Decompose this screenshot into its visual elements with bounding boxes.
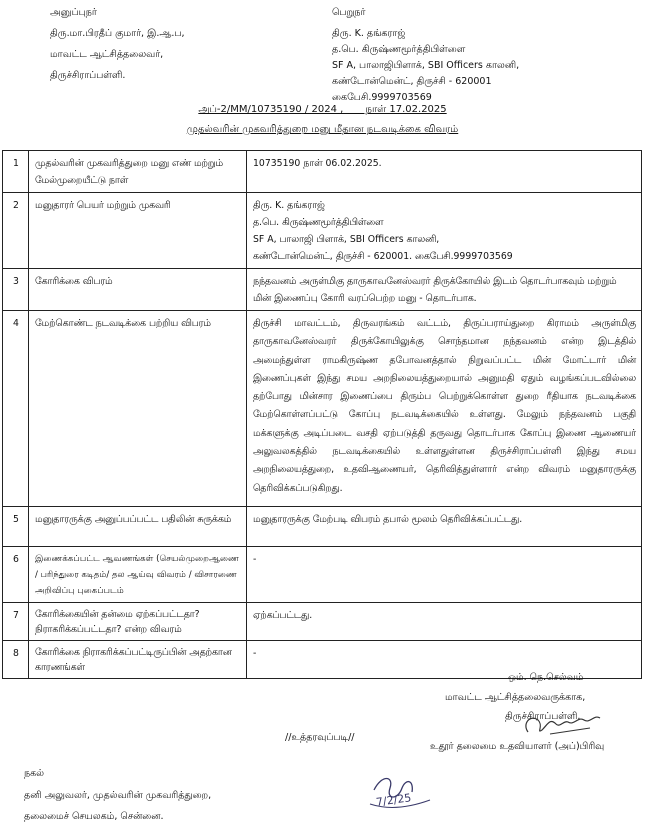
row-value: - [247,641,642,679]
sender-place: திருச்சிராப்பள்ளி. [50,70,126,81]
petitioner-father: த.பெ. கிருஷ்ணமூர்த்திபிள்ளை [253,217,384,228]
table-row [3,269,642,311]
sender-designation: மாவட்ட ஆட்சித்தலைவர், [50,49,164,60]
signatory-place: திருச்சிராப்பள்ளி. [505,711,581,722]
copy-label: நகல் [24,768,45,779]
row-number: 5 [3,507,29,547]
row-label: கோரிக்கையின் தன்மை ஏற்கப்பட்டதா? நிராகரிக்கப்பட்டதா? என்ற விவரம் [29,603,247,641]
copy-line2: தலைமைச் செயலகம், சென்னை. [24,811,164,822]
sender-heading: அனுப்புநர் [50,7,97,18]
sender-block [50,6,184,90]
reference-line: அப்-2/MM/10735190 / 2024 , நாள் 17.02.2025 [198,104,447,115]
table-row [3,193,642,269]
recipient-heading: பெறுநர் [332,7,366,18]
row-number: 1 [3,151,29,193]
recipient-father: த.பெ. கிருஷ்ணமூர்த்திபிள்ளை [332,44,466,55]
table-row [3,507,642,547]
row-label: இணைக்கப்பட்ட ஆவணங்கள் (செயல்முறைஆணை / பரிந்துரை கடிதம்/ தல ஆய்வு விவரம் / விசாரணை அறிவிப்பு புகைப்படம் [29,547,247,603]
row-value: 10735190 நாள் 06.02.2025. [247,151,642,193]
signature-scribble [520,706,610,742]
signatory-name: ஒம். நெ.செல்வம் [508,672,584,683]
order-copy-note: //உத்தரவுப்படி// [285,732,355,743]
subject-line: முதல்வரின் முகவரித்துறை மனு மீதான நடவடிக்கை விவரம் [186,124,459,135]
table-row [3,603,642,641]
row-value: நந்தவனம் அருள்மிகு தாருகாவனேஸ்வரர் திருக்கோயில் இடம் தொடர்பாகவும் மற்றும் மின் இணைப்பு கோரி வரப்பெற்ற மனு - தொடர்பாக. [247,269,642,311]
copy-line1: தனி அலுவலர், முதல்வரின் முகவரித்துறை, [24,790,212,801]
initials-scribble [368,770,438,814]
row-value [247,193,642,269]
copy-recipient [24,785,211,827]
recipient-name: திரு. K. தங்கராஜ் [332,28,406,39]
action-details-table [2,150,642,679]
petitioner-address1: SF A, பாலாஜி பிளாக், SBI Officers காலனி, [253,234,440,245]
row-label: மேற்கொண்ட நடவடிக்கை பற்றிய விபரம் [29,311,247,507]
row-value: ஏற்கப்பட்டது. [247,603,642,641]
row-label: முதல்வரின் முகவரித்துறை மனு எண் மற்றும் மேல்முறையீட்டு நாள் [29,151,247,193]
recipient-address1: SF A, பாலாஜிபிளாக், SBI Officers காலனி, [332,60,520,71]
recipient-block [332,6,519,107]
recipient-address2: கண்டோன்மென்ட், திருச்சி - 620001 [332,76,492,87]
table-row [3,151,642,193]
row-value: மனுதாரருக்கு மேற்படி விபரம் தபால் மூலம் தெரிவிக்கப்பட்டது. [247,507,642,547]
row-label: கோரிக்கை நிராகரிக்கப்பட்டிருப்பின் அதற்கான காரணங்கள் [29,641,247,679]
row-number: 7 [3,603,29,641]
petitioner-address2: கண்டோன்மென்ட், திருச்சி - 620001. கைபேசி.9999703569 [253,251,513,262]
row-label: மனுதாரர் பெயர் மற்றும் முகவரி [29,193,247,269]
row-value: - [247,547,642,603]
row-number: 3 [3,269,29,311]
table-row [3,547,642,603]
sender-name: திரு.மா.பிரதீப் குமார், இ.ஆ.ப, [50,28,185,39]
row-number: 6 [3,547,29,603]
row-label: கோரிக்கை விபரம் [29,269,247,311]
table-row [3,311,642,507]
row-number: 4 [3,311,29,507]
row-value: திருச்சி மாவட்டம், திருவரங்கம் வட்டம், திருப்பராய்துறை கிராமம் அருள்மிகு தாருகாவனேஸ்வரர் திருக்கோயிலுக்கு சொந்தமான நந்தவனம் என்ற இடத்தில் அமைந்துள்ள ராமகிருஷ்ண தபோவனத்தால் நிறுவப்பட்ட மின் மோட்டார் மின் இணைப்புகள் இந்து சமய அறநிலையத்துறையால் அனுமதி ஏதும் வழங்கப்படவில்லை தற்போது மின்சார இணைப்பை திரும்ப பெற்றுக்கொள்ள துறை ரீதியாக நடவடிக்கை மேற்கொள்ளப்பட்டு கோப்பு நடவடிக்கையில் உள்ளது. மேலும் நந்தவனம் பகுதி மக்களுக்கு அடிப்படை வசதி ஏற்படுத்தி தருவது தொடர்பாக கோப்பு இணை ஆணையர் அலுவலகத்தில் நடவடிக்கையில் உள்ளதுள்ளன திருச்சிராப்பள்ளி இந்து சமய அறநிலையத்துறை, உதவிஆணையர், தெரிவித்துள்ளார் என்ற விவரம் மனுதாரருக்கு தெரிவிக்கப்படுகிறது. [247,311,642,507]
row-number: 2 [3,193,29,269]
recipient-phone: கைபேசி.9999703569 [332,92,432,103]
handwritten-date: 7/2/25 [375,791,413,810]
petitioner-name: திரு. K. தங்கராஜ் [253,200,325,211]
officer-designation: உதூர் தலைமை உதவியாளர் (அப்)பிரிவு [430,741,605,752]
signatory-for: மாவட்ட ஆட்சித்தலைவருக்காக, [445,692,586,703]
row-label: மனுதாரருக்கு அனுப்பப்பட்ட பதிலின் சுருக்கம் [29,507,247,547]
row-number: 8 [3,641,29,679]
